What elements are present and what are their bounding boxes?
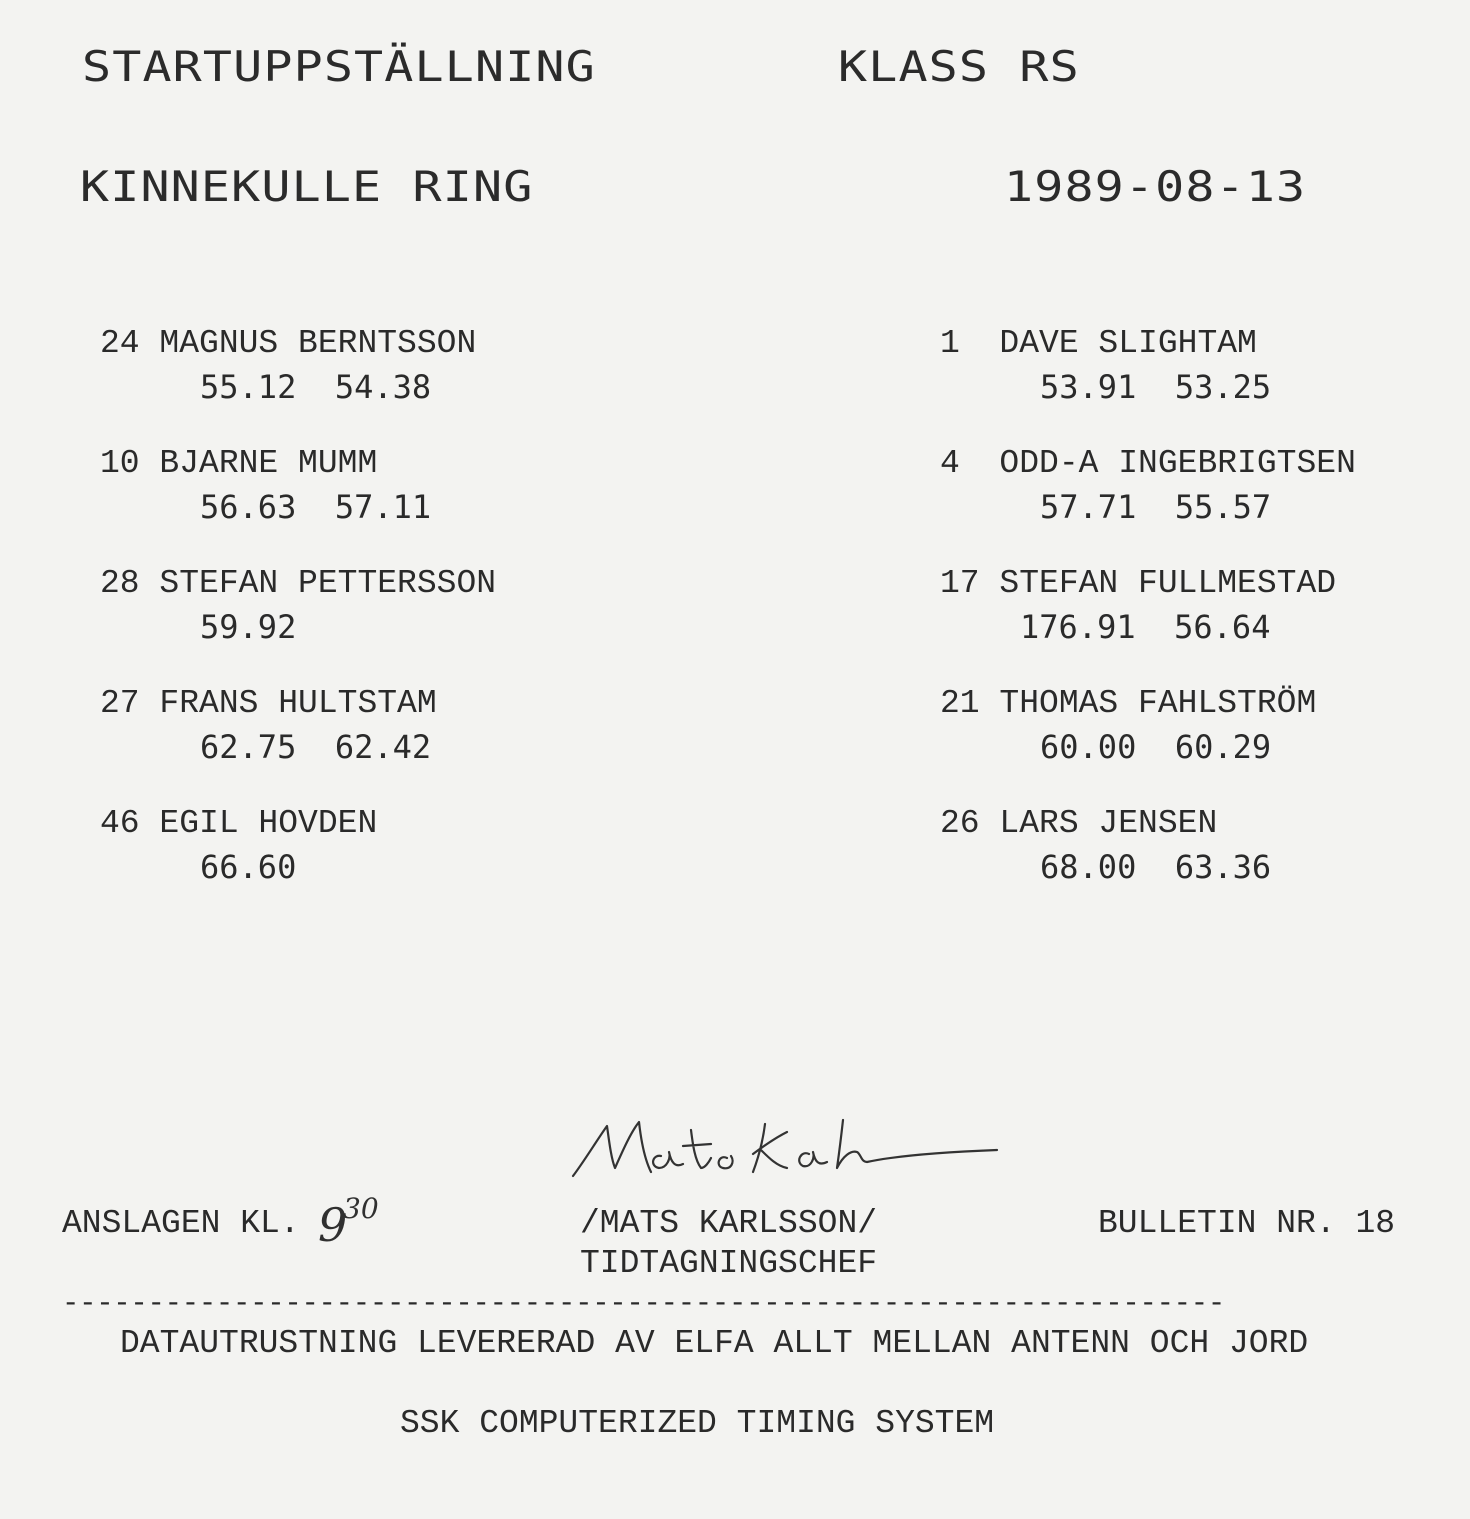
entry-name: 26 LARS JENSEN (940, 805, 1218, 842)
venue-name: KINNEKULLE RING (80, 162, 534, 211)
entry-times: 176.91 56.64 (1020, 608, 1271, 646)
signature (565, 1110, 1005, 1190)
entry-name: 21 THOMAS FAHLSTRÖM (940, 685, 1317, 722)
separator-line: -------------------------------------------------------------------- (62, 1287, 1225, 1320)
posted-minutes: 30 (343, 1192, 379, 1225)
entry-times: 59.92 (200, 608, 297, 646)
list-item (940, 325, 1271, 406)
list-item (940, 565, 1336, 646)
entry-times: 53.91 53.25 (1040, 368, 1272, 406)
event-date: 1989-08-13 (1004, 162, 1307, 211)
entry-name: 28 STEFAN PETTERSSON (100, 565, 497, 602)
posted-label: ANSLAGEN KL. (62, 1205, 300, 1242)
list-item (100, 445, 431, 526)
entry-name: 24 MAGNUS BERNTSSON (100, 325, 477, 362)
entry-times: 62.75 62.42 (200, 728, 432, 766)
bulletin-number: BULLETIN NR. 18 (1098, 1205, 1396, 1242)
list-item (100, 565, 496, 646)
entry-name: 4 ODD-A INGEBRIGTSEN (940, 445, 1356, 482)
entry-times: 57.71 55.57 (1040, 488, 1272, 526)
class-label: KLASS RS (838, 42, 1080, 91)
list-item (940, 685, 1316, 766)
signer-title: TIDTAGNINGSCHEF (580, 1245, 878, 1282)
entry-times: 66.60 (200, 848, 297, 886)
entry-times: 68.00 63.36 (1040, 848, 1272, 886)
list-item (100, 325, 476, 406)
entry-name: 1 DAVE SLIGHTAM (940, 325, 1257, 362)
entry-name: 17 STEFAN FULLMESTAD (940, 565, 1337, 602)
entry-times: 56.63 57.11 (200, 488, 432, 526)
list-item (940, 445, 1356, 526)
list-item (940, 805, 1271, 886)
system-text: SSK COMPUTERIZED TIMING SYSTEM (400, 1405, 995, 1442)
list-item (100, 805, 377, 886)
sponsor-text: DATAUTRUSTNING LEVERERAD AV ELFA ALLT MELLAN ANTENN OCH JORD (120, 1325, 1309, 1362)
posted-hour: 9 (318, 1198, 348, 1252)
entry-times: 55.12 54.38 (200, 368, 432, 406)
list-item (100, 685, 437, 766)
entry-name: 27 FRANS HULTSTAM (100, 685, 437, 722)
entry-times: 60.00 60.29 (1040, 728, 1272, 766)
entry-name: 46 EGIL HOVDEN (100, 805, 378, 842)
entry-name: 10 BJARNE MUMM (100, 445, 378, 482)
signer-name: /MATS KARLSSON/ (580, 1205, 878, 1242)
document-title: STARTUPPSTÄLLNING (82, 42, 596, 91)
